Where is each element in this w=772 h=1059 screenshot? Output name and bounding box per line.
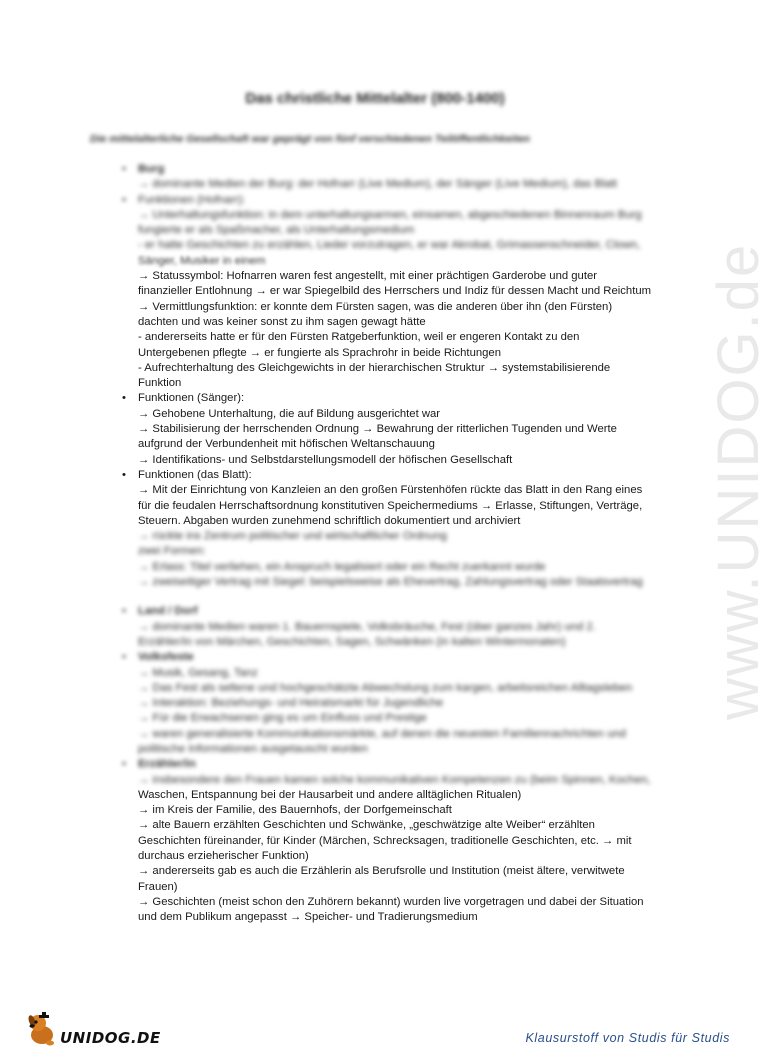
text-line: → Statussymbol: Hofnarren waren fest angestellt, mit einer prächtigen Garderobe und guter xyxy=(138,270,598,283)
text-line: durchaus erzieherischer Funktion) xyxy=(138,850,309,863)
text-line: - Aufrechterhaltung des Gleichgewichts in der hierarchischen Struktur → systemstabilisierende xyxy=(138,361,611,374)
logo-text: UNIDOG.DE xyxy=(60,1029,161,1047)
text-line: → dominante Medien der Burg: der Hofnarr (Live Medium), der Sänger (Live Medium), das Blatt xyxy=(138,178,618,191)
text-line: → alte Bauern erzählten Geschichten und Schwänke, „geschwätzige alte Weiber“ erzählten xyxy=(138,819,595,832)
text-line: → Interaktion: Beziehungs- und Heiratsmarkt für Jugendliche xyxy=(138,697,444,710)
text-line: → Geschichten (meist schon den Zuhörern bekannt) wurden live vorgetragen und dabei der Situation xyxy=(138,895,644,908)
document-body xyxy=(118,162,678,926)
bullet-icon: • xyxy=(122,163,126,175)
text-line: Erzähler/in von Märchen, Geschichten, Sagen, Schwänken (in kalten Wintermonaten) xyxy=(138,635,566,648)
list-item-blatt xyxy=(118,468,678,590)
text-line: → waren generalisierte Kommunikationsmärkte, auf denen die neuesten Familiennachrichten und xyxy=(138,727,626,740)
text-line: → zweiseitiger Vertrag mit Siegel: beispielsweise als Ehevertrag, Zahlungsvertrag oder Staatsvertrag xyxy=(138,576,643,589)
unidog-logo[interactable] xyxy=(22,1009,162,1049)
section-heading: Erzähler/in xyxy=(138,758,196,771)
text-line: aufgrund der Verbundenheit mit höfischen Weltanschauung xyxy=(138,438,435,451)
text-line: → Für die Erwachsenen ging es um Einfluss und Prestige xyxy=(138,712,427,725)
list-item-burg xyxy=(118,162,678,193)
section-heading: Funktionen (das Blatt): xyxy=(138,468,252,481)
text-line: → dominante Medien waren 1. Bauernspiele, Volksbräuche, Fest (über ganzes Jahr) und 2. xyxy=(138,620,596,633)
text-line: Sänger, Musiker in einem xyxy=(138,254,266,267)
text-line: → Gehobene Unterhaltung, die auf Bildung ausgerichtet war xyxy=(138,407,441,420)
text-line: Frauen) xyxy=(138,880,178,893)
bullet-icon: • xyxy=(122,758,126,771)
text-line: - er hatte Geschichten zu erzählen, Lieder vorzutragen, er war Akrobat, Grimassenschneider, Clown, xyxy=(138,239,641,252)
dog-mascot-icon xyxy=(24,1011,60,1047)
text-line: und dem Publikum angepasst → Speicher- und Tradierungsmedium xyxy=(138,911,478,924)
text-line: Funktion xyxy=(138,377,182,390)
text-line: → Stabilisierung der herrschenden Ordnung → Bewahrung der ritterlichen Tugenden und Werte xyxy=(138,423,617,436)
bullet-icon: • xyxy=(122,193,126,206)
section-heading: Funktionen (Sänger): xyxy=(138,392,245,405)
text-line: finanzieller Entlohnung → er war Spiegelbild des Herrschers und Indiz für dessen Macht und Reichtum xyxy=(138,285,652,298)
list-item-saenger xyxy=(118,391,678,467)
text-line: → im Kreis der Familie, des Bauernhofs, der Dorfgemeinschaft xyxy=(138,804,452,817)
text-line: → Erlass: Titel verliehen, ein Anspruch legalisiert oder ein Recht zuerkannt wurde xyxy=(138,560,546,573)
bullet-icon: • xyxy=(122,605,126,618)
text-line: fungierte er als Spaßmacher, als Unterhaltungsmedium xyxy=(138,224,415,237)
page-subtitle: Die mittelalterliche Gesellschaft war geprägt von fünf verschiedenen Teilöffentlichkeiten xyxy=(90,133,530,145)
text-line: → Musik, Gesang, Tanz xyxy=(138,666,258,679)
list-item-volksfeste xyxy=(118,650,678,757)
text-line: → Unterhaltungsfunktion: in dem unterhaltungsarmen, einsamen, abgeschiedenen Binnenraum Burg xyxy=(138,208,642,221)
text-line: → Mit der Einrichtung von Kanzleien an den großen Fürstenhöfen rückte das Blatt in den Rang eines xyxy=(138,484,643,497)
text-line: → insbesondere den Frauen kamen solche kommunikativen Kompetenzen zu (beim Spinnen, Kochen, xyxy=(138,773,651,786)
text-line: dachten und was keiner sonst zu ihm sagen gewagt hätte xyxy=(138,315,426,328)
text-line: Steuern. Abgaben wurden zunehmend schriftlich dokumentiert und archiviert xyxy=(138,514,521,527)
text-line: → andererseits gab es auch die Erzählerin als Berufsrolle und Institution (meist ältere, verwitwete xyxy=(138,865,625,878)
text-line: → Das Fest als seltene und hochgeschätzte Abwechslung zum kargen, arbeitsreichen Alltagsleben xyxy=(138,681,633,694)
list-item-hofnarr xyxy=(118,193,678,392)
text-line: - andererseits hatte er für den Fürsten Ratgeberfunktion, weil er engeren Kontakt zu den xyxy=(138,331,580,344)
text-line: → Vermittlungsfunktion: er konnte dem Fürsten sagen, was die anderen über ihn (den Fürsten) xyxy=(138,300,613,313)
bullet-icon: • xyxy=(122,651,126,664)
text-line: Untergebenen pflegte → er fungierte als Sprachrohr in beide Richtungen xyxy=(138,346,501,359)
text-line: zwei Formen: xyxy=(138,545,206,558)
bullet-icon: • xyxy=(122,392,126,405)
text-line: für die feudalen Herrschaftsordnung konstitutiven Speichermediums → Erlasse, Stiftungen, Verträge, xyxy=(138,499,643,512)
footer-tagline: Klausurstoff von Studis für Studis xyxy=(525,1031,730,1045)
list-item-erzaehler xyxy=(118,757,678,925)
list-item-land xyxy=(118,604,678,650)
section-heading: Funktionen (Hofnarr): xyxy=(138,193,246,206)
text-line: politische Informationen ausgetauscht wurden xyxy=(138,742,368,755)
section-heading: Burg xyxy=(138,163,165,175)
section-heading: Land / Dorf xyxy=(138,605,198,618)
bullet-icon: • xyxy=(122,468,126,481)
text-line: Waschen, Entspannung bei der Hausarbeit und andere alltäglichen Ritualen) xyxy=(138,788,522,801)
text-line: → rückte ins Zentrum politischer und wirtschaftlicher Ordnung xyxy=(138,530,447,543)
watermark-text: www.UNIDOG.de xyxy=(706,242,771,720)
page-title: Das christliche Mittelalter (800-1400) xyxy=(245,90,505,107)
text-line: → Identifikations- und Selbstdarstellungsmodell der höfischen Gesellschaft xyxy=(138,453,513,466)
section-heading: Volksfeste xyxy=(138,651,194,664)
text-line: Geschichten füreinander, für Kinder (Märchen, Schrecksagen, traditionelle Geschichten, etc. → mit xyxy=(138,834,632,847)
